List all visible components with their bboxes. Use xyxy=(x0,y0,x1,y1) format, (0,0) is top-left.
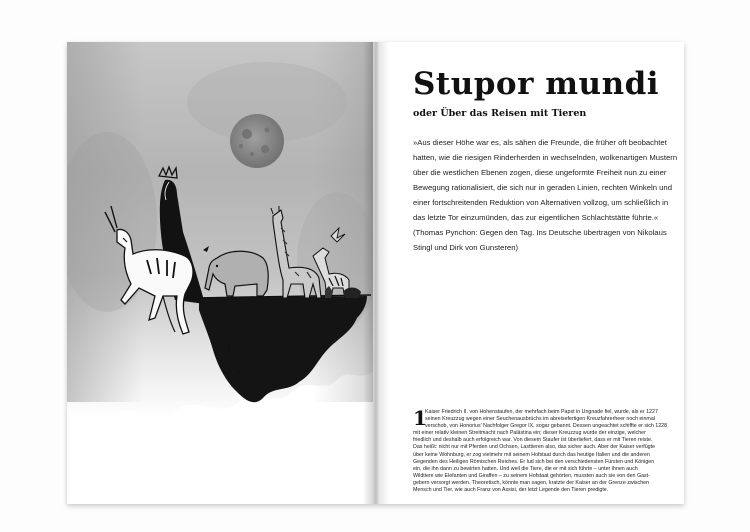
quote-line: über die westlichen Ebenen zogen, diese ungeformte Freiheit nun zu einer xyxy=(413,168,667,177)
right-page-text xyxy=(373,42,684,504)
open-book-spread xyxy=(67,42,684,504)
footnote-number: 1 xyxy=(413,406,427,430)
footnote-line: seinen Kreuzzug wegen einer Seuchenausbrüchs im abreisefertigen Kreuzfahrerheer noch einmal xyxy=(425,416,655,423)
footnote-line: gebern versorgt werden. Theoretisch, könnte man sagen, kratzte der Kaiser an der Grenze zwischen xyxy=(413,479,650,486)
footnote-line: ein, die ihn dann zu bewirten hatten. Und weil die Tiere, die er mit sich führte – unter ihnen auch xyxy=(413,465,638,472)
footnote-line: über keine Wohnburg, er zog vielmehr mit seinem Hofstaat durch das heutige Italien und die anderen xyxy=(413,451,650,458)
quote-line: Stingl und Dirk von Gunsteren) xyxy=(413,243,519,252)
quote-line: »Aus dieser Höhe war es, als sähen die Freunde, die früher oft beobachtet xyxy=(413,138,667,147)
moon-icon xyxy=(230,114,284,168)
epigraph-quote xyxy=(413,135,678,255)
footnote-line: Wildtiere wie Elefanten und Giraffen – zu seinem Hofstaat gehörten, mussten auch sie von den Gast- xyxy=(413,472,650,479)
quote-line: einer fortschreitenden Reduktion von Alternativen vollzog, um schließlich in xyxy=(413,198,669,207)
ink-splatter xyxy=(220,359,223,362)
quote-line: hatten, wie die riesigen Rinderherden in wechselnden, wolkenartigen Mustern xyxy=(413,153,678,162)
footnote-line: Das heißt: nicht nur mit Pferden und Ochsen, Lasttieren also, das sicher auch. Aber der Kaiser verfügte xyxy=(413,444,656,451)
footnote-line: friedlich und deshalb auch erfolgreich war. Von diesem Staufer ist überliefert, dass er mit Tieren reiste. xyxy=(413,437,653,444)
footnote-line: Gegenden des Heiligen Römischen Reiches. Er lud sich bei den verschiedensten Fürsten und Königen xyxy=(413,458,655,465)
footnote-line: Kaiser Friedrich II. von Hohenstaufen, der mehrfach beim Papst in Ungnade fiel, wurde, als er 1227 xyxy=(425,409,658,415)
quote-line: Bewegung rationalisiert, die sich nur in geraden Linien, rechten Winkeln und xyxy=(413,183,672,192)
ink-wash-illustration xyxy=(67,42,373,504)
footnote-line: mit einer relativ kleinen Streitmacht nach Palästina ein; dieser Kreuzzug wurde der einzige, welcher xyxy=(413,430,646,437)
footnote-block xyxy=(413,406,675,494)
article-title: Stupor mundi xyxy=(413,66,660,102)
footnote-line: verschob, von Honorius' Nachfolger Gregor IX. sogar gebannt. Dessen ungeachtet schiffte er sich 1228 xyxy=(425,423,668,430)
article-subtitle: oder Über das Reisen mit Tieren xyxy=(413,108,587,119)
quote-line: das letzte Tor einzumünden, das zur eigentlichen Schlachtstätte führte.« xyxy=(413,213,659,222)
quote-line: (Thomas Pynchon: Gegen den Tag. Ins Deutsche übertragen von Nikolaus xyxy=(413,228,667,237)
left-page-illustration xyxy=(67,42,373,504)
footnote-line: Mensch und Tier, wie auch Franz von Assisi, der letzt Legende den Tieren predigte. xyxy=(413,487,609,494)
ink-splatter xyxy=(238,371,240,373)
